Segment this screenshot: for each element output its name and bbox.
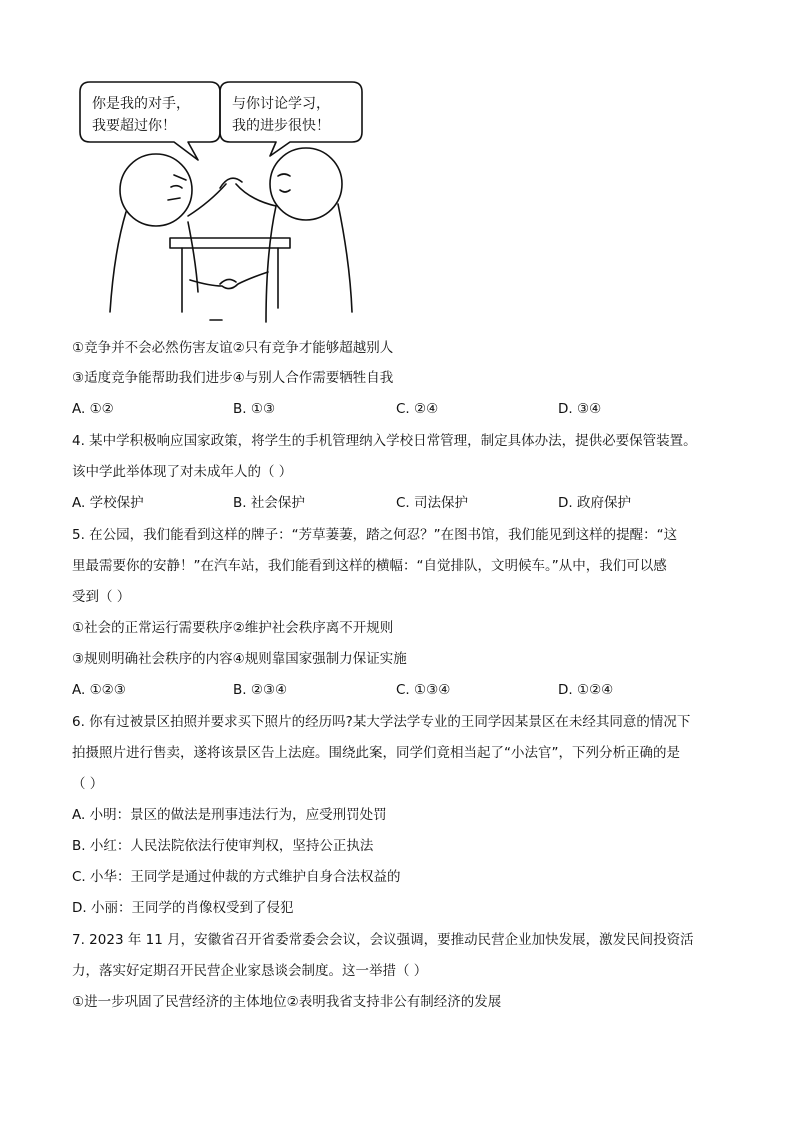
q6-stem-line-3: （ ） [72,776,104,792]
left-bubble-line-2: 我要超过你！ [92,118,176,134]
q7-statement-1: ①进一步巩固了民营经济的主体地位②表明我省支持非公有制经济的发展 [72,994,502,1010]
left-bubble-line-1: 你是我的对手， [92,96,190,112]
q6-option-c: C. 小华：王同学是通过仲裁的方式维护自身合法权益的 [72,869,401,885]
q4-option-b: B. 社会保护 [233,495,305,511]
right-bubble-line-1: 与你讨论学习， [232,96,330,112]
right-bubble-line-2: 我的进步很快！ [232,118,330,134]
q3-statement-2: ③适度竞争能帮助我们进步④与别人合作需要牺牲自我 [72,370,394,386]
q6-option-d: D. 小丽：王同学的肖像权受到了侵犯 [72,900,294,916]
q6-stem-line-1: 6. 你有过被景区拍照并要求买下照片的经历吗?某大学法学专业的王同学因某景区在未经其同意的情况下 [72,714,691,730]
q5-option-c: C. ①③④ [396,682,451,698]
table [170,238,290,248]
q5-statement-2: ③规则明确社会秩序的内容④规则靠国家强制力保证实施 [72,651,407,667]
q3-option-b: B. ①③ [233,401,276,417]
q6-option-a: A. 小明：景区的做法是刑事违法行为，应受刑罚处罚 [72,807,387,823]
q7-stem-line-2: 力，落实好定期召开民营企业家恳谈会制度。这一举措（ ） [72,963,428,979]
q4-stem-line-2: 该中学此举体现了对未成年人的（ ） [72,464,293,480]
q5-option-b: B. ②③④ [233,682,288,698]
q5-statement-1: ①社会的正常运行需要秩序②维护社会秩序离不开规则 [72,620,394,636]
q6-option-b: B. 小红：人民法院依法行使审判权，坚持公正执法 [72,838,374,854]
q5-option-a: A. ①②③ [72,682,126,698]
q3-option-d: D. ③④ [558,401,602,417]
q5-stem-line-3: 受到（ ） [72,589,131,605]
q3-option-a: A. ①② [72,401,114,417]
right-head [270,148,342,220]
q4-option-c: C. 司法保护 [396,495,469,511]
q3-option-c: C. ②④ [396,401,439,417]
arm-wrestling-cartoon [70,72,370,328]
q7-stem-line-1: 7. 2023 年 11 月，安徽省召开省委常委会会议，会议强调，要推动民营企业加快发展，激发民间投资活 [72,932,694,948]
q4-option-a: A. 学校保护 [72,495,144,511]
q5-option-d: D. ①②④ [558,682,614,698]
q4-option-d: D. 政府保护 [558,495,631,511]
q4-stem-line-1: 4. 某中学积极响应国家政策，将学生的手机管理纳入学校日常管理，制定具体办法，提供必要保管装置。 [72,433,697,449]
q6-stem-line-2: 拍摄照片进行售卖，遂将该景区告上法庭。围绕此案，同学们竟相当起了“小法官”，下列分析正确的是 [72,745,680,761]
q5-stem-line-2: 里最需要你的安静！”在汽车站，我们能看到这样的横幅：“自觉排队，文明候车。”从中，我们可以感 [72,558,667,574]
left-head [120,154,192,226]
q5-stem-line-1: 5. 在公园，我们能看到这样的牌子：“芳草萋萋，踏之何忍？”在图书馆，我们能见到这样的提醒：“这 [72,527,678,543]
q3-statement-1: ①竞争并不会必然伤害友谊②只有竞争才能够超越别人 [72,340,394,356]
